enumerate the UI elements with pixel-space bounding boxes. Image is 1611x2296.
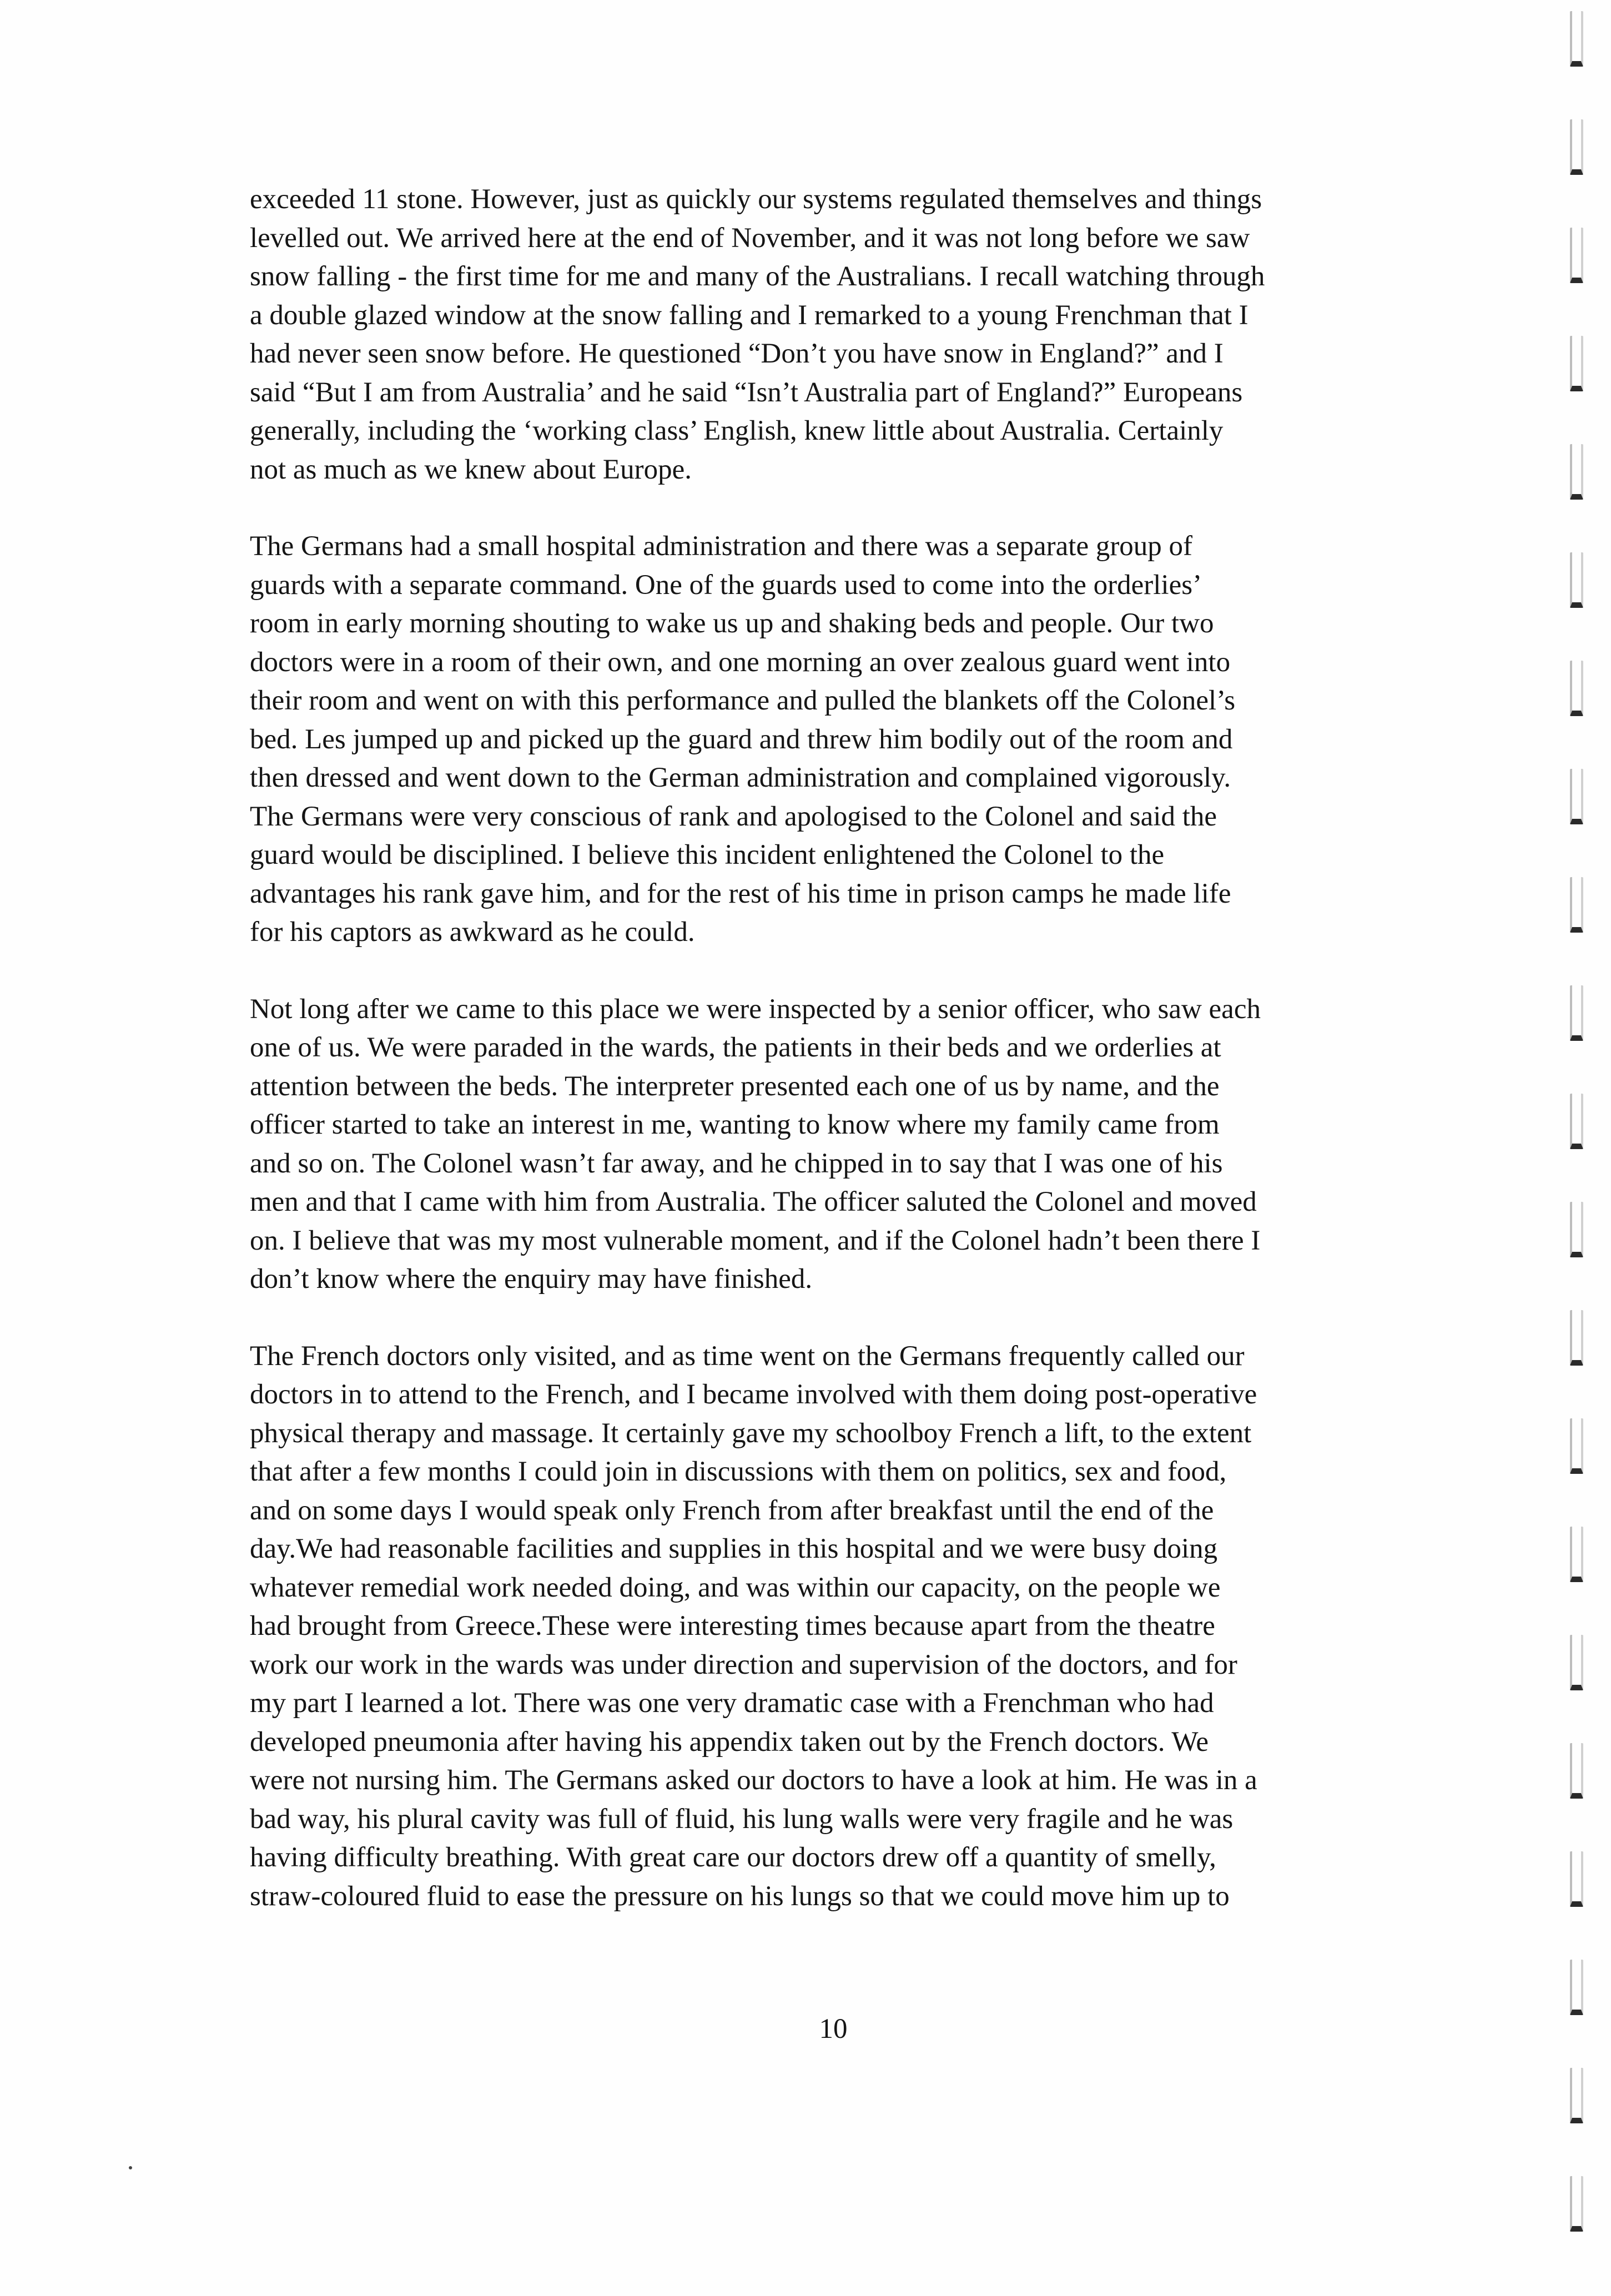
paragraph-snow bbox=[250, 180, 1421, 489]
text-line: developed pneumonia after having his appendix taken out by the French doctors. We bbox=[250, 1726, 1209, 1758]
text-line: Not long after we came to this place we were inspected by a senior officer, who saw each bbox=[250, 993, 1261, 1025]
text-line: my part I learned a lot. There was one very dramatic case with a Frenchman who had bbox=[250, 1688, 1214, 1719]
text-line: had brought from Greece.These were interesting times because apart from the theatre bbox=[250, 1610, 1215, 1642]
binding-hole bbox=[1570, 1310, 1583, 1366]
binding-hole bbox=[1570, 1418, 1583, 1474]
text-line: then dressed and went down to the German administration and complained vigorously. bbox=[250, 762, 1231, 793]
binding-hole bbox=[1570, 769, 1583, 824]
text-line: generally, including the ‘working class’ English, knew little about Australia. Certainly bbox=[250, 415, 1224, 446]
binding-hole bbox=[1570, 1635, 1583, 1690]
text-line: and on some days I would speak only French from after breakfast until the end of the bbox=[250, 1494, 1214, 1526]
text-line: work our work in the wards was under direction and supervision of the doctors, and for bbox=[250, 1649, 1237, 1680]
text-line: men and that I came with him from Australia. The officer saluted the Colonel and moved bbox=[250, 1186, 1257, 1217]
text-line: straw-coloured fluid to ease the pressure on his lungs so that we could move him up to bbox=[250, 1880, 1230, 1912]
paragraph-guards bbox=[250, 527, 1421, 952]
text-line: don’t know where the enquiry may have finished. bbox=[250, 1263, 813, 1295]
binding-hole bbox=[1570, 661, 1583, 716]
paragraph-french-doctors bbox=[250, 1337, 1421, 1916]
text-line: on. I believe that was my most vulnerable moment, and if the Colonel hadn’t been there I bbox=[250, 1225, 1261, 1256]
binding-hole bbox=[1570, 119, 1583, 175]
text-line: not as much as we knew about Europe. bbox=[250, 454, 692, 485]
page-number: 10 bbox=[819, 2013, 848, 2045]
scan-speck bbox=[129, 2166, 132, 2169]
binding-hole bbox=[1570, 444, 1583, 500]
text-line: The French doctors only visited, and as time went on the Germans frequently called our bbox=[250, 1340, 1245, 1372]
text-line: doctors in to attend to the French, and I became involved with them doing post-operative bbox=[250, 1379, 1257, 1410]
text-line: bed. Les jumped up and picked up the guard and threw him bodily out of the room and bbox=[250, 723, 1233, 755]
binding-hole bbox=[1570, 336, 1583, 391]
text-line: said “But I am from Australia’ and he said “Isn’t Australia part of England?” Europeans bbox=[250, 376, 1243, 408]
text-line: and so on. The Colonel wasn’t far away, and he chipped in to say that I was one of his bbox=[250, 1147, 1223, 1179]
text-line: The Germans were very conscious of rank and apologised to the Colonel and said the bbox=[250, 800, 1217, 832]
text-line: exceeded 11 stone. However, just as quickly our systems regulated themselves and things bbox=[250, 184, 1262, 215]
text-line: physical therapy and massage. It certainly gave my schoolboy French a lift, to the extent bbox=[250, 1417, 1252, 1449]
text-line: snow falling - the first time for me and many of the Australians. I recall watching through bbox=[250, 261, 1265, 292]
text-line: doctors were in a room of their own, and one morning an over zealous guard went into bbox=[250, 646, 1231, 678]
binding-hole bbox=[1570, 1527, 1583, 1582]
text-line: bad way, his plural cavity was full of fluid, his lung walls were very fragile and he was bbox=[250, 1803, 1234, 1835]
text-line: having difficulty breathing. With great care our doctors drew off a quantity of smelly, bbox=[250, 1842, 1216, 1873]
text-line: that after a few months I could join in discussions with them on politics, sex and food, bbox=[250, 1456, 1227, 1487]
binding-hole bbox=[1570, 2176, 1583, 2232]
binding-hole bbox=[1570, 1743, 1583, 1799]
text-line: advantages his rank gave him, and for the rest of his time in prison camps he made life bbox=[250, 878, 1231, 909]
text-line: levelled out. We arrived here at the end of November, and it was not long before we saw bbox=[250, 222, 1250, 254]
text-line: room in early morning shouting to wake us up and shaking beds and people. Our two bbox=[250, 608, 1214, 639]
text-line: guard would be disciplined. I believe this incident enlightened the Colonel to the bbox=[250, 839, 1165, 870]
text-line: guards with a separate command. One of the guards used to come into the orderlies’ bbox=[250, 569, 1202, 601]
text-line: for his captors as awkward as he could. bbox=[250, 917, 695, 948]
binding-hole bbox=[1570, 1851, 1583, 1907]
binding-hole bbox=[1570, 11, 1583, 67]
binding-hole bbox=[1570, 985, 1583, 1041]
binding-hole bbox=[1570, 1094, 1583, 1149]
binding-hole bbox=[1570, 1202, 1583, 1257]
text-line: officer started to take an interest in me, wanting to know where my family came from bbox=[250, 1109, 1220, 1140]
binding-hole bbox=[1570, 1960, 1583, 2015]
binding-hole bbox=[1570, 228, 1583, 283]
text-line: attention between the beds. The interpreter presented each one of us by name, and the bbox=[250, 1070, 1220, 1102]
text-line: The Germans had a small hospital administration and there was a separate group of bbox=[250, 531, 1193, 562]
paragraph-inspection bbox=[250, 990, 1421, 1299]
binding-hole bbox=[1570, 877, 1583, 933]
text-line: their room and went on with this performance and pulled the blankets off the Colonel’s bbox=[250, 685, 1236, 716]
text-line: whatever remedial work needed doing, and was within our capacity, on the people we bbox=[250, 1572, 1221, 1603]
text-line: a double glazed window at the snow falling and I remarked to a young Frenchman that I bbox=[250, 299, 1248, 331]
text-line: were not nursing him. The Germans asked our doctors to have a look at him. He was in a bbox=[250, 1765, 1257, 1796]
binding-strip bbox=[1560, 0, 1611, 2296]
text-line: one of us. We were paraded in the wards, the patients in their beds and we orderlies at bbox=[250, 1032, 1221, 1063]
text-line: had never seen snow before. He questioned “Don’t you have snow in England?” and I bbox=[250, 338, 1224, 369]
binding-hole bbox=[1570, 2068, 1583, 2123]
binding-hole bbox=[1570, 552, 1583, 608]
text-line: day.We had reasonable facilities and supplies in this hospital and we were busy doing bbox=[250, 1533, 1218, 1564]
body-text bbox=[250, 180, 1421, 1916]
